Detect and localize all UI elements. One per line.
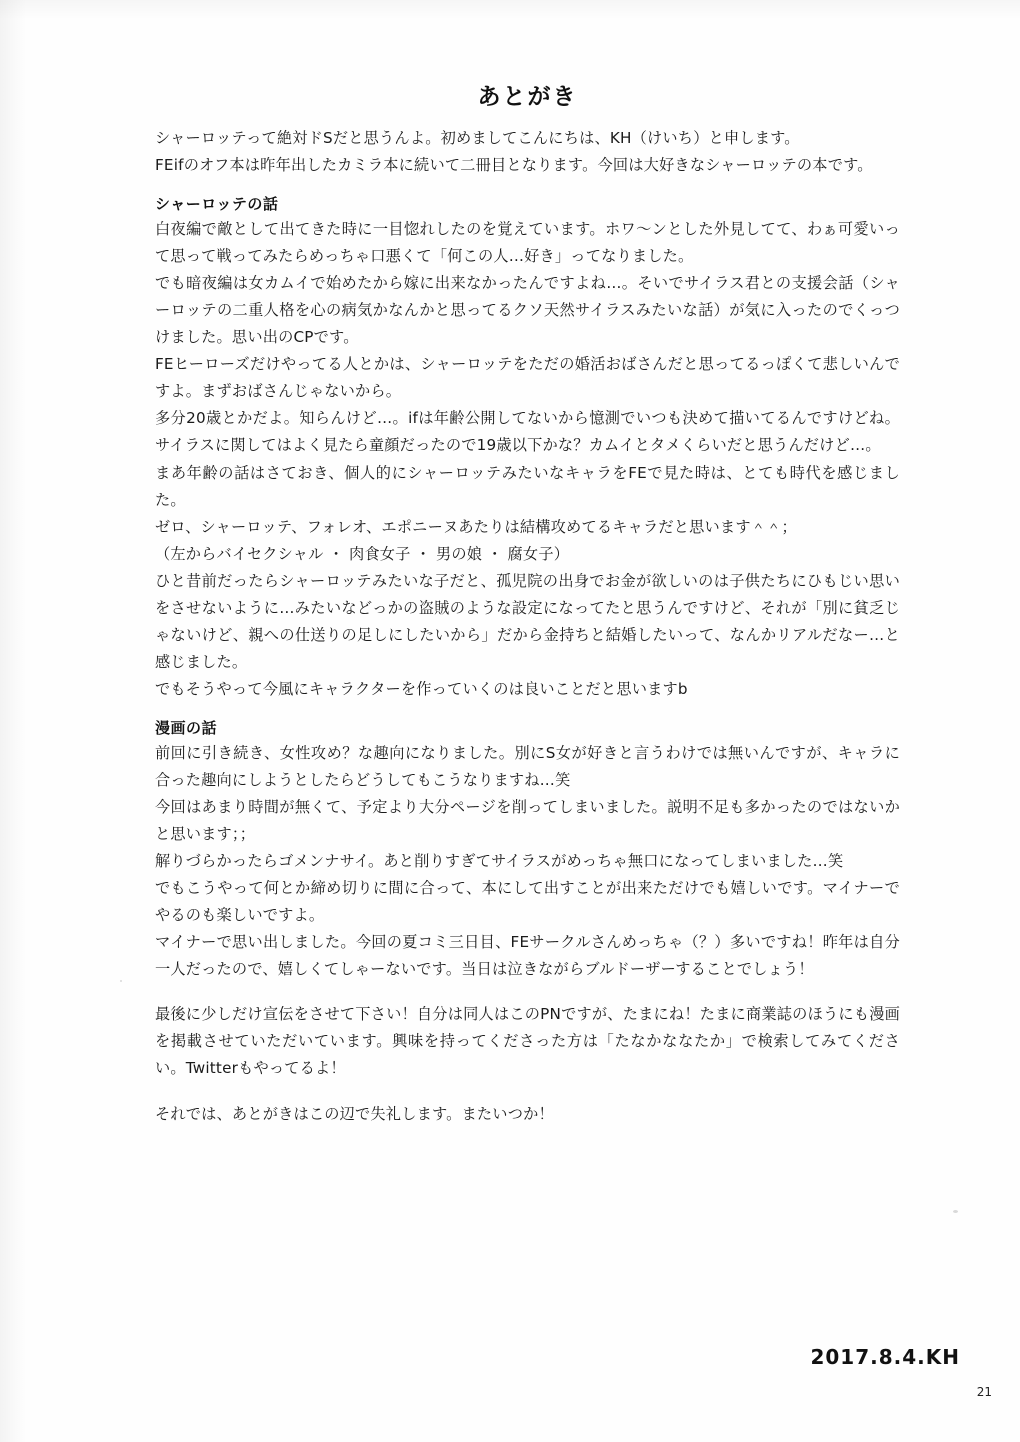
intro-paragraph-1: シャーロッテって絶対ドSだと思うんよ。初めましてこんにちは、KH（けいち）と申します。 — [155, 129, 800, 147]
charlotte-paragraph-2: でも暗夜編は女カムイで始めたから嫁に出来なかったんですよね…。そいでサイラス君との支援会話（シャーロッテの二重人格を心の病気かなんかと思ってるクソ天然サイラスみたいな話）が気に入ったのでくっつけました。思い出のCPです。 — [155, 274, 900, 347]
charlotte-paragraph-6: ゼロ、シャーロッテ、フォレオ、エポニーヌあたりは結構攻めてるキャラだと思います＾＾； — [155, 517, 797, 536]
afterword-body — [155, 78, 900, 1128]
closing-paragraph-2: それでは、あとがきはこの辺で失礼します。またいつか！ — [155, 1104, 554, 1123]
page-title: あとがき — [477, 84, 578, 110]
charlotte-paragraph-9: でもそうやって今風にキャラクターを作っていくのは良いことだと思いますb — [155, 679, 688, 698]
manga-paragraph-4: でもこうやって何とか締め切りに間に合って、本にして出すことが出来ただけでも嬉しいです。マイナーでやるのも楽しいですよ。 — [155, 879, 900, 925]
closing-paragraph-1: 最後に少しだけ宣伝をさせて下さい！自分は同人はこのPNですが、たまにね！たまに商業誌のほうにも漫画を掲載させていただいています。興味を持ってくださった方は「たなかななたか」で検索してみてください。Twitterもやってるよ！ — [155, 1005, 900, 1078]
intro-paragraph-2: FEifのオフ本は昨年出したカミラ本に続いて二冊目となります。今回は大好きなシャーロッテの本です。 — [155, 156, 873, 175]
paper-speck — [953, 1210, 958, 1213]
paper-speck — [120, 980, 122, 982]
spacer — [155, 983, 900, 1001]
manga-paragraph-3: 解りづらかったらゴメンナサイ。あと削りすぎてサイラスがめっちゃ無口になってしまいました…笑 — [155, 852, 844, 871]
charlotte-paragraph-3: FEヒーローズだけやってる人とかは、シャーロッテをただの婚活おばさんだと思ってるっぽくて悲しいんですよ。まずおばさんじゃないから。 — [155, 355, 900, 401]
page-top-shading — [0, 0, 1020, 20]
manga-paragraph-1: 前回に引き続き、女性攻め？な趣向になりました。別にS女が好きと言うわけでは無いんですが、キャラに合った趣向にしようとしたらどうしてもこうなりますね…笑 — [155, 743, 900, 789]
manga-paragraph-5: マイナーで思い出しました。今回の夏コミ三日目、FEサークルさんめっちゃ（？）多いですね！昨年は自分一人だったので、嬉しくてしゃーないです。当日は泣きながらブルドーザーすることでしょう！ — [155, 933, 900, 979]
signature: 2017.8.4.KH — [810, 1345, 960, 1369]
spacer — [155, 1083, 900, 1101]
charlotte-paragraph-8: ひと昔前だったらシャーロッテみたいな子だと、孤児院の出身でお金が欲しいのは子供たちにひもじい思いをさせないように…みたいなどっかの盗賊のような設定になってたと思うんですけど、それが「別に貧乏じゃないけど、親への仕送りの足しにしたいから」だから金持ちと結婚したいって、なんかリアルだなー…と感じました。 — [155, 571, 900, 671]
manga-paragraph-2: 今回はあまり時間が無くて、予定より大分ページを削ってしまいました。説明不足も多かったのではないかと思います；； — [155, 798, 900, 844]
charlotte-paragraph-7: （左からバイセクシャル ・ 肉食女子 ・ 男の娘 ・ 腐女子） — [155, 544, 570, 563]
charlotte-paragraph-4: 多分20歳とかだよ。知らんけど…。ifは年齢公開してないから憶測でいつも決めて描いてるんですけどね。サイラスに関してはよく見たら童顔だったので19歳以下かな？カムイとタメくらいだと思うんだけど…。 — [155, 409, 900, 455]
section-heading-manga: 漫画の話 — [155, 718, 218, 737]
charlotte-paragraph-5: まあ年齢の話はさておき、個人的にシャーロッテみたいなキャラをFEで見た時は、とても時代を感じました。 — [155, 463, 900, 509]
charlotte-paragraph-1: 白夜編で敵として出てきた時に一目惚れしたのを覚えています。ホワ〜ンとした外見してて、わぁ可愛いって思って戦ってみたらめっちゃ口悪くて「何この人…好き」ってなりました。 — [155, 220, 900, 266]
section-heading-charlotte: シャーロッテの話 — [155, 195, 279, 214]
page-edge-shading — [0, 0, 26, 1442]
page-number: 21 — [976, 1385, 992, 1399]
